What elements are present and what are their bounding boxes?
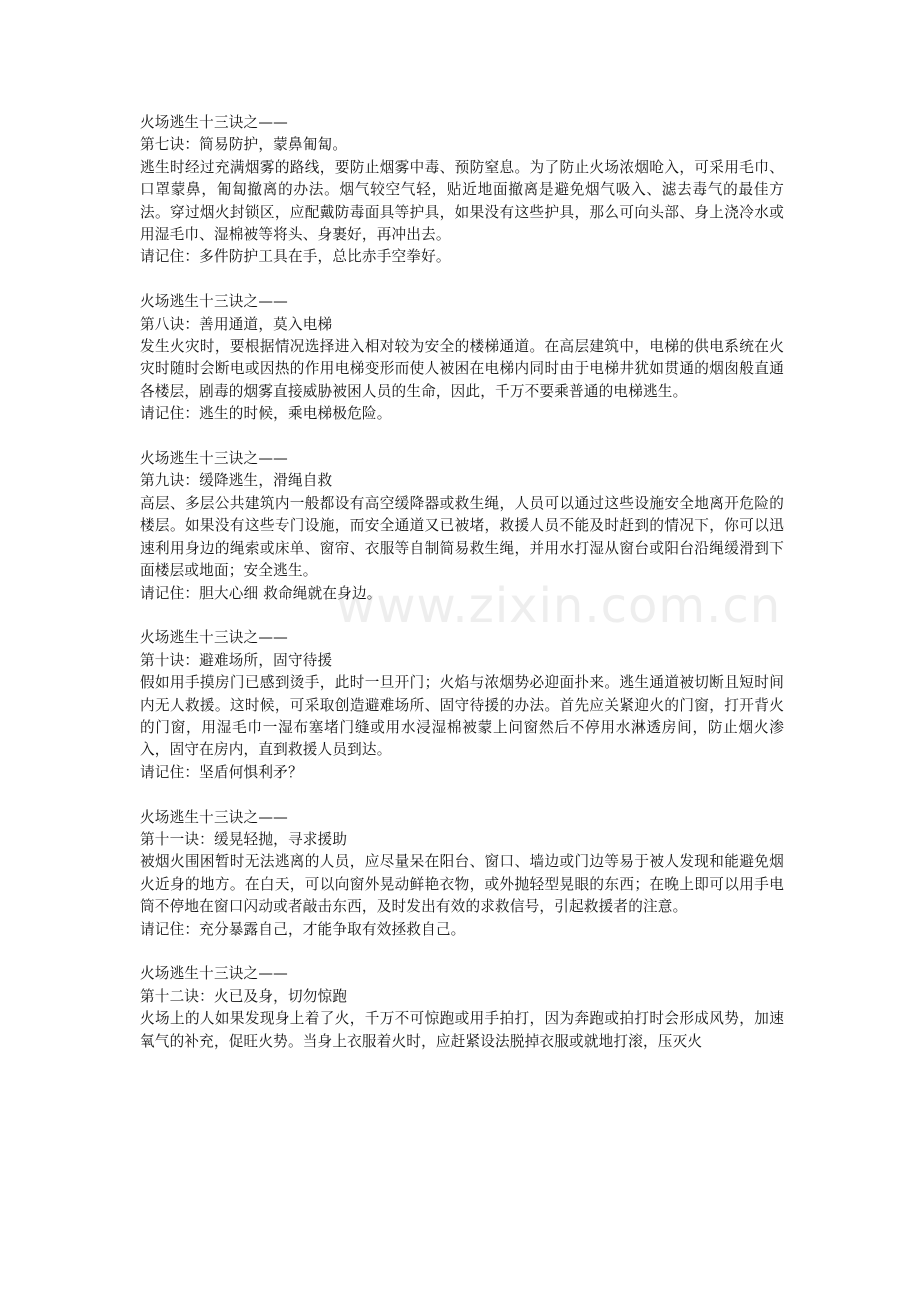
- rule-title: 第九诀：缓降逃生，滑绳自救: [140, 472, 333, 490]
- rule-title: 第十一诀：缓晃轻抛，寻求援助: [140, 830, 348, 848]
- rule-remember: 请记住：充分暴露自己，才能争取有效拯救自己。: [140, 920, 466, 938]
- section-rule-7: [140, 112, 784, 269]
- section-heading: 火场逃生十三诀之——: [140, 629, 288, 647]
- watermark: www.zixin.com.cn: [336, 578, 782, 634]
- rule-remember: 请记住：坚盾何惧利矛？: [140, 763, 303, 781]
- section-rule-8: [140, 291, 784, 425]
- document-body: [140, 112, 784, 1075]
- section-rule-9: [140, 448, 784, 605]
- rule-title: 第十二诀：火已及身，切勿惊跑: [140, 987, 348, 1005]
- section-heading: 火场逃生十三诀之——: [140, 450, 288, 468]
- section-rule-11: [140, 807, 784, 941]
- rule-body: 假如用手摸房门已感到烫手，此时一旦开门；火焰与浓烟势必迎面扑来。逃生通道被切断且短时间内无人救援。这时候，可采取创造避难场所、固守待援的办法。首先应关紧迎火的门窗，打开背火的门窗，用湿毛巾一湿布塞堵门缝或用水浸湿棉被蒙上问窗然后不停用水淋透房间，防止烟火渗入，固守在房内，直到救援人员到达。: [140, 674, 784, 759]
- rule-body: 高层、多层公共建筑内一般都设有高空缓降器或救生绳，人员可以通过这些设施安全地离开危险的楼层。如果没有这些专门设施，而安全通道又已被堵，救援人员不能及时赶到的情况下，你可以迅速利用身边的绳索或床单、窗帘、衣服等自制简易救生绳，并用水打湿从窗台或阳台沿绳缓滑到下面楼层或地面；安全逃生。: [140, 494, 784, 580]
- rule-body: 被烟火围困暂时无法逃离的人员，应尽量呆在阳台、窗口、墙边或门边等易于被人发现和能避免烟火近身的地方。在白天，可以向窗外晃动鲜艳衣物，或外抛轻型晃眼的东西；在晚上即可以用手电筒不停地在窗口闪动或者敲击东西，及时发出有效的求救信号，引起救援者的注意。: [140, 853, 784, 916]
- section-heading: 火场逃生十三诀之——: [140, 293, 288, 311]
- rule-body: 发生火灾时，要根据情况选择进入相对较为安全的楼梯通道。在高层建筑中，电梯的供电系统在火灾时随时会断电或因热的作用电梯变形而使人被困在电梯内同时由于电梯井犹如贯通的烟囱般直通各楼层，剧毒的烟雾直接威胁被困人员的生命，因此，千万不要乘普通的电梯逃生。: [140, 338, 784, 400]
- rule-title: 第七诀：简易防护，蒙鼻匍匐。: [140, 136, 348, 154]
- section-heading: 火场逃生十三诀之——: [140, 965, 288, 983]
- section-rule-12: [140, 963, 784, 1053]
- rule-remember: 请记住：胆大心细 救命绳就在身边。: [140, 584, 382, 602]
- section-rule-10: [140, 627, 784, 784]
- rule-body: 火场上的人如果发现身上着了火，千万不可惊跑或用手拍打，因为奔跑或拍打时会形成风势，加速氧气的补充，促旺火势。当身上衣服着火时，应赶紧设法脱掉衣服或就地打滚，压灭火: [140, 1010, 784, 1050]
- section-heading: 火场逃生十三诀之——: [140, 808, 288, 826]
- rule-remember: 请记住：多件防护工具在手，总比赤手空拳好。: [140, 248, 451, 266]
- rule-title: 第十诀：避难场所，固守待援: [140, 651, 333, 669]
- rule-title: 第八诀：善用通道，莫入电梯: [140, 315, 333, 333]
- rule-body: 逃生时经过充满烟雾的路线，要防止烟雾中毒、预防窒息。为了防止火场浓烟呛入，可采用毛巾、口罩蒙鼻，匍匐撤离的办法。烟气较空气轻，贴近地面撤离是避免烟气吸入、滤去毒气的最佳方法。穿过烟火封锁区，应配戴防毒面具等护具，如果没有这些护具，那么可向头部、身上浇冷水或用湿毛巾、湿棉被等将头、身裹好，再冲出去。: [140, 158, 784, 244]
- rule-remember: 请记住：逃生的时候，乘电梯极危险。: [140, 405, 392, 423]
- section-heading: 火场逃生十三诀之——: [140, 114, 288, 131]
